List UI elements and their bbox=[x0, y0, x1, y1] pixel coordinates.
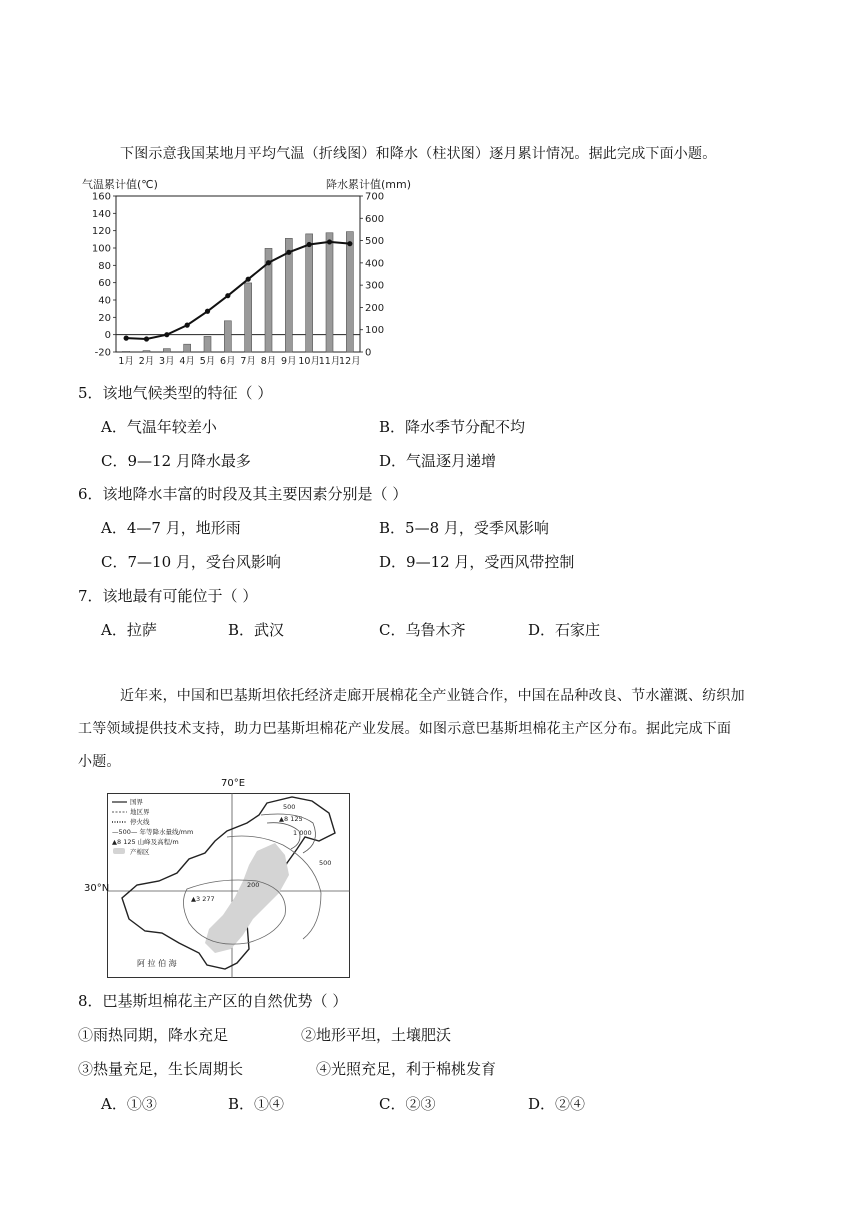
plot-frame bbox=[116, 196, 360, 352]
x-tick-label: 1月 bbox=[118, 356, 134, 367]
precip-bar bbox=[204, 336, 211, 352]
x-tick-label: 6月 bbox=[220, 356, 236, 367]
q6-option-b[interactable]: B．5—8 月，受季风影响 bbox=[379, 519, 549, 537]
isoline-label-1000: 1 000 bbox=[293, 829, 312, 837]
q8-statement-4: ④光照充足，利于棉桃发育 bbox=[316, 1060, 497, 1078]
q7-option-a[interactable]: A．拉萨 bbox=[101, 621, 157, 639]
q8-option-b[interactable]: B．①④ bbox=[228, 1095, 285, 1113]
q6-stem: 6．该地降水丰富的时段及其主要因素分别是（ ） bbox=[78, 485, 408, 503]
isoline-label-200: 200 bbox=[247, 881, 260, 889]
left-tick-label: 80 bbox=[98, 260, 111, 272]
right-tick-label: 500 bbox=[365, 236, 385, 248]
section1-intro: 下图示意我国某地月平均气温（折线图）和降水（柱状图）逐月累计情况。据此完成下面小题。 bbox=[120, 146, 717, 162]
peak-label-1: ▲8 125 bbox=[279, 815, 303, 823]
right-tick-label: 0 bbox=[365, 347, 372, 359]
q8-option-c[interactable]: C．②③ bbox=[379, 1095, 436, 1113]
q5-stem: 5．该地气候类型的特征（ ） bbox=[78, 384, 273, 402]
precip-bar bbox=[346, 232, 353, 352]
right-tick-label: 700 bbox=[365, 191, 385, 203]
precip-bar bbox=[326, 233, 333, 352]
left-tick-label: -20 bbox=[94, 347, 111, 359]
x-tick-label: 12月 bbox=[339, 356, 361, 367]
sea-label: 阿 拉 伯 海 bbox=[137, 959, 177, 968]
q5-option-b[interactable]: B．降水季节分配不均 bbox=[379, 418, 526, 436]
left-tick-label: 140 bbox=[91, 208, 111, 220]
section2-intro-line1: 近年来，中国和巴基斯坦依托经济走廊开展棉花全产业链合作，中国在品种改良、节水灌溉、纺织加 bbox=[120, 688, 745, 704]
q8-statement-1: ①雨热同期，降水充足 bbox=[78, 1026, 229, 1044]
precip-bar bbox=[163, 349, 170, 352]
q6-option-c[interactable]: C．7—10 月，受台风影响 bbox=[101, 553, 281, 571]
q7-stem: 7．该地最有可能位于（ ） bbox=[78, 587, 258, 605]
right-tick-label: 200 bbox=[365, 302, 385, 314]
temperature-point bbox=[225, 293, 230, 298]
left-tick-label: 100 bbox=[91, 243, 111, 255]
left-tick-label: 160 bbox=[91, 191, 111, 203]
temperature-point bbox=[266, 260, 271, 265]
left-tick-label: 60 bbox=[98, 278, 111, 290]
temperature-point bbox=[307, 242, 312, 247]
temperature-point bbox=[246, 277, 251, 282]
temperature-point bbox=[205, 309, 210, 314]
q6-option-d[interactable]: D．9—12 月，受西风带控制 bbox=[379, 553, 575, 571]
right-tick-label: 300 bbox=[365, 280, 385, 292]
precip-bar bbox=[143, 351, 150, 352]
temperature-point bbox=[327, 239, 332, 244]
legend-item-ceasefire-line: 停火线 bbox=[130, 818, 150, 826]
map-latitude-label: 30°N bbox=[84, 883, 110, 894]
q7-option-d[interactable]: D．石家庄 bbox=[528, 621, 601, 639]
right-tick-label: 400 bbox=[365, 258, 385, 270]
x-tick-label: 4月 bbox=[179, 356, 195, 367]
x-tick-label: 8月 bbox=[260, 356, 277, 367]
precip-bar bbox=[224, 321, 231, 352]
x-tick-label: 2月 bbox=[138, 356, 155, 367]
temperature-line bbox=[126, 242, 350, 339]
precip-bar bbox=[245, 283, 252, 352]
q8-statement-3: ③热量充足，生长周期长 bbox=[78, 1060, 244, 1078]
x-tick-label: 10月 bbox=[298, 356, 320, 367]
legend-item-national-border: 国界 bbox=[130, 798, 143, 806]
left-tick-label: 120 bbox=[91, 226, 111, 238]
precip-bar bbox=[306, 234, 313, 352]
x-tick-label: 11月 bbox=[318, 356, 341, 367]
q5-option-a[interactable]: A．气温年较差小 bbox=[101, 418, 217, 436]
left-tick-label: 20 bbox=[98, 312, 111, 324]
y-right-axis-label: 降水累计值(mm) bbox=[326, 178, 412, 191]
right-tick-label: 600 bbox=[365, 213, 385, 225]
q7-option-c[interactable]: C．乌鲁木齐 bbox=[379, 621, 466, 639]
legend-item-regional-border: 地区界 bbox=[130, 808, 150, 816]
q5-option-c[interactable]: C．9—12 月降水最多 bbox=[101, 452, 251, 470]
legend-item-peak: ▲8 125 山峰及高程/m bbox=[112, 838, 179, 846]
q5-option-d[interactable]: D．气温逐月递增 bbox=[379, 452, 497, 470]
section2-intro-line2: 工等领域提供技术支持，助力巴基斯坦棉花产业发展。如图示意巴基斯坦棉花主产区分布。据此完成下面 bbox=[78, 721, 732, 737]
temperature-point bbox=[164, 332, 169, 337]
legend-item-isoline: —500— 年等降水量线/mm bbox=[112, 828, 194, 836]
x-tick-label: 7月 bbox=[240, 356, 256, 367]
isoline-label-500b: 500 bbox=[319, 859, 332, 867]
peak-label-2: ▲3 277 bbox=[191, 895, 215, 903]
temperature-point bbox=[286, 250, 291, 255]
isoline-label-500a: 500 bbox=[283, 803, 296, 811]
map-longitude-label: 70°E bbox=[221, 778, 246, 789]
temperature-point bbox=[144, 336, 149, 341]
x-tick-label: 9月 bbox=[281, 356, 297, 367]
q8-option-d[interactable]: D．②④ bbox=[528, 1095, 586, 1113]
left-tick-label: 0 bbox=[104, 330, 111, 342]
precip-bar bbox=[184, 344, 191, 352]
temperature-point bbox=[347, 241, 352, 246]
q8-statement-2: ②地形平坦，土壤肥沃 bbox=[301, 1026, 452, 1044]
q8-stem: 8．巴基斯坦棉花主产区的自然优势（ ） bbox=[78, 992, 348, 1010]
q8-option-a[interactable]: A．①③ bbox=[101, 1095, 157, 1113]
left-tick-label: 40 bbox=[98, 295, 111, 307]
x-tick-label: 3月 bbox=[159, 356, 175, 367]
q6-option-a[interactable]: A．4—7 月，地形雨 bbox=[101, 519, 241, 537]
temperature-point bbox=[124, 336, 129, 341]
pakistan-cotton-map bbox=[107, 793, 350, 978]
legend-item-cotton-area: 产棉区 bbox=[130, 848, 150, 856]
y-left-axis-label: 气温累计值(℃) bbox=[82, 178, 158, 191]
precip-bar bbox=[285, 238, 292, 352]
q7-option-b[interactable]: B．武汉 bbox=[228, 621, 285, 639]
x-tick-label: 5月 bbox=[199, 356, 216, 367]
right-tick-label: 100 bbox=[365, 325, 385, 337]
precip-bar bbox=[123, 351, 130, 352]
climate-chart bbox=[78, 174, 412, 374]
temperature-point bbox=[185, 323, 190, 328]
section2-intro-line3: 小题。 bbox=[78, 754, 121, 770]
